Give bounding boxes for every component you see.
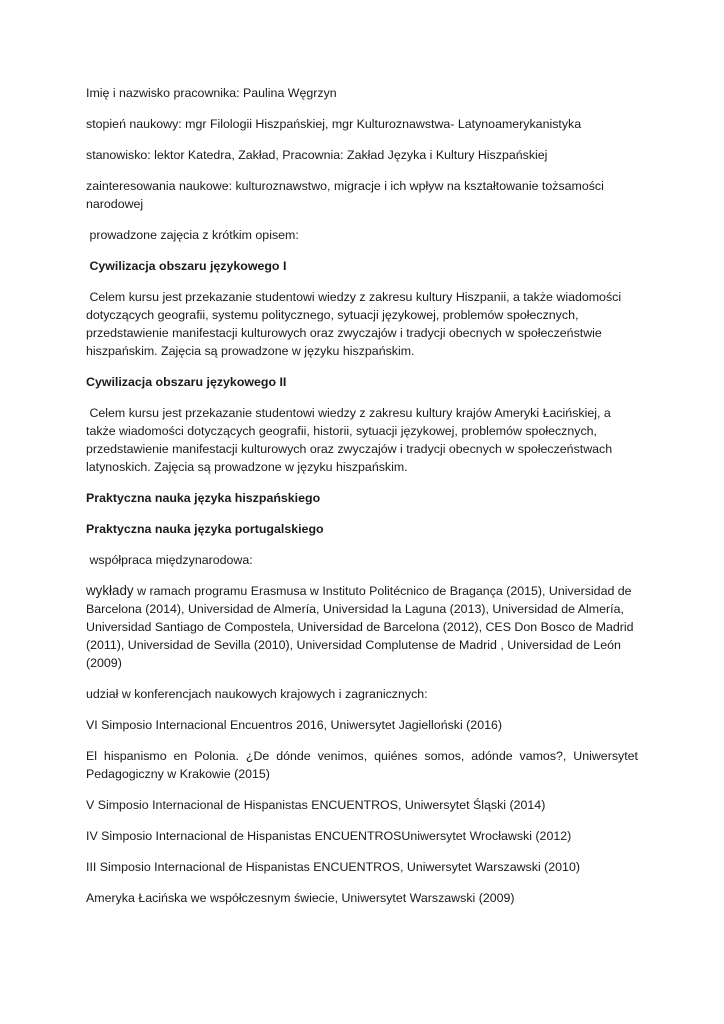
cooperation-paragraph xyxy=(86,582,638,672)
cooperation-lead-word: wykłady xyxy=(86,583,134,598)
course-title: Cywilizacja obszaru językowego II xyxy=(86,375,287,389)
course-description: Celem kursu jest przekazanie studentowi wiedzy z zakresu kultury krajów Ameryki Łacińskiej, a także wiadomości dotyczących geografii, historii, sytuacji językowej, problemów społecznych, przedstawienie manifestacji kulturowych oraz zwyczajów i tradycji obecnych w społeczeństwach latynoskich. Zajęcia są prowadzone w języku hiszpańskim. xyxy=(86,406,616,474)
course-title: Praktyczna nauka języka portugalskiego xyxy=(86,522,324,536)
cooperation-text: w ramach programu Erasmusa w Instituto Politécnico de Bragança (2015), Universidad de Barcelona (2014), Universidad de Almería, Universidad la Laguna (2013), Universidad de Almería, Universidad Santiago de Compostela, Universidad de Barcelona (2012), CES Don Bosco de Madrid (2011), Universidad de Sevilla (2010), Universidad Complutense de Madrid , Universidad de León (2009) xyxy=(86,584,634,670)
conference-item: V Simposio Internacional de Hispanistas ENCUENTROS, Uniwersytet Śląski (2014) xyxy=(86,798,546,812)
conference-item: VI Simposio Internacional Encuentros 2016, Uniwersytet Jagielloński (2016) xyxy=(86,718,502,732)
academic-degree: stopień naukowy: mgr Filologii Hiszpańskiej, mgr Kulturoznawstwa- Latynoamerykanistyka xyxy=(86,117,582,131)
cooperation-heading: współpraca międzynarodowa: xyxy=(86,553,253,567)
course-description: Celem kursu jest przekazanie studentowi wiedzy z zakresu kultury Hiszpanii, a także wiadomości dotyczących geografii, systemu politycznego, sytuacji językowej, problemów społecznych, przedstawienie manifestacji kulturowych oraz zwyczajów i tradycji obecnych w społeczeństwie hiszpańskim. Zajęcia są prowadzone w języku hiszpańskim. xyxy=(86,290,625,358)
conference-item: IV Simposio Internacional de Hispanistas ENCUENTROSUniwersytet Wrocławski (2012) xyxy=(86,829,572,843)
conference-item: III Simposio Internacional de Hispanistas ENCUENTROS, Uniwersytet Warszawski (2010) xyxy=(86,860,580,874)
document-page xyxy=(86,84,638,920)
conferences-heading: udział w konferencjach naukowych krajowych i zagranicznych: xyxy=(86,687,428,701)
conference-item: El hispanismo en Polonia. ¿De dónde venimos, quiénes somos, adónde vamos?, Uniwersytet Pedagogiczny w Krakowie (2015) xyxy=(86,749,638,781)
research-interests: zainteresowania naukowe: kulturoznawstwo, migracje i ich wpływ na kształtowanie tożsamości narodowej xyxy=(86,179,604,211)
courses-intro: prowadzone zajęcia z krótkim opisem: xyxy=(86,228,299,242)
employee-name: Imię i nazwisko pracownika: Paulina Węgrzyn xyxy=(86,86,337,100)
course-title: Cywilizacja obszaru językowego I xyxy=(86,259,287,273)
job-position: stanowisko: lektor Katedra, Zakład, Pracownia: Zakład Języka i Kultury Hiszpańskiej xyxy=(86,148,548,162)
conference-item: Ameryka Łacińska we współczesnym świecie, Uniwersytet Warszawski (2009) xyxy=(86,891,515,905)
course-title: Praktyczna nauka języka hiszpańskiego xyxy=(86,491,321,505)
